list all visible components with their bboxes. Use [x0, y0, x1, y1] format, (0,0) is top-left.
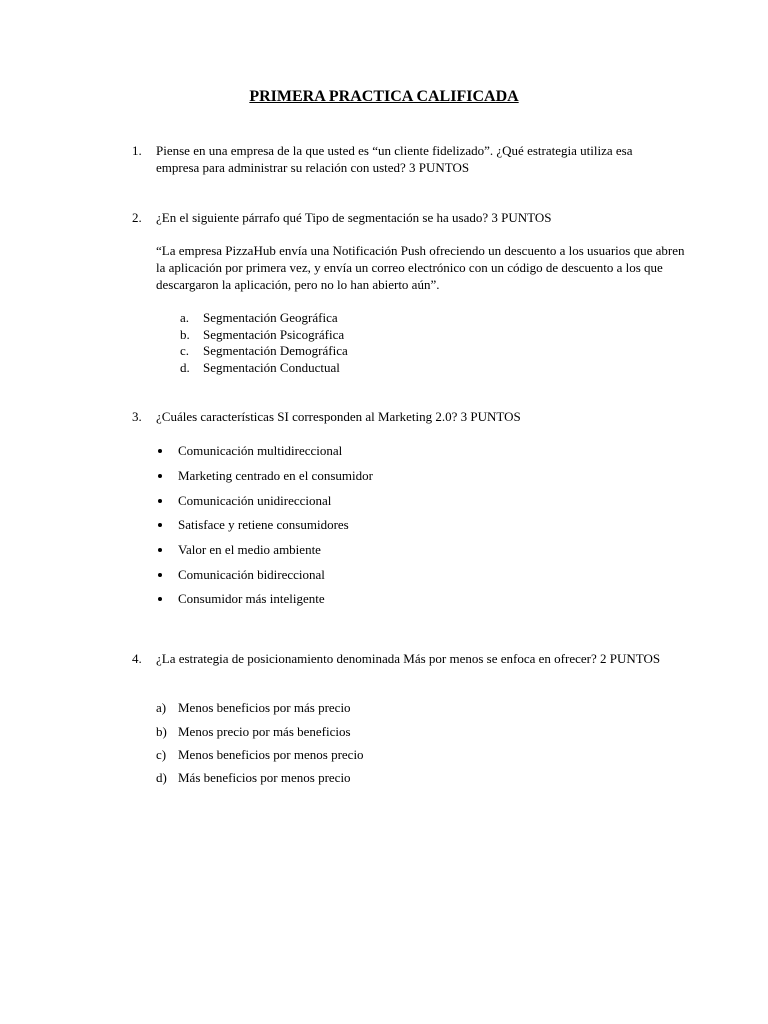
option-marker: a)	[156, 700, 167, 715]
quoted-paragraph: “La empresa PizzaHub envía una Notificación Push ofreciendo un descuento a los usuarios que abren la aplicación por primera vez, y envía un correo electrónico con un código de descuento a los que descargaron la aplicación, pero no lo han abierto aún”.	[156, 243, 685, 292]
question-number: 4.	[132, 651, 142, 666]
option-text: Menos beneficios por más precio	[178, 700, 351, 715]
option-text: Segmentación Psicográfica	[203, 327, 345, 342]
question-number: 3.	[132, 409, 142, 424]
bullet-icon	[158, 597, 162, 601]
bullet-text: Comunicación bidireccional	[178, 567, 325, 582]
bullet-icon	[158, 573, 162, 577]
bullet-text: Marketing centrado en el consumidor	[178, 468, 373, 483]
option-text: Segmentación Conductual	[203, 360, 340, 375]
option-text: Segmentación Demográfica	[203, 343, 348, 358]
question-text: Piense en una empresa de la que usted es “un cliente fidelizado”. ¿Qué estrategia utiliza esa empresa para administrar su relación con usted? 3 PUNTOS	[156, 143, 633, 175]
question-text: ¿En el siguiente párrafo qué Tipo de segmentación se ha usado? 3 PUNTOS	[156, 210, 552, 225]
option-marker: a.	[180, 310, 190, 325]
bullet-icon	[158, 474, 162, 478]
bullet-text: Comunicación multidireccional	[178, 443, 343, 458]
bullet-text: Comunicación unidireccional	[178, 493, 332, 508]
option-marker: c.	[180, 343, 190, 358]
bullet-icon	[158, 449, 162, 453]
question-text: ¿La estrategia de posicionamiento denominada Más por menos se enfoca en ofrecer? 2 PUNTOS	[156, 651, 661, 666]
option-marker: c)	[156, 747, 167, 762]
bullet-text: Consumidor más inteligente	[178, 591, 325, 606]
bullet-icon	[158, 548, 162, 552]
question-number: 2.	[132, 210, 142, 225]
option-marker: d.	[180, 360, 190, 375]
option-text: Segmentación Geográfica	[203, 310, 338, 325]
option-text: Más beneficios por menos precio	[178, 770, 351, 785]
page-title: PRIMERA PRACTICA CALIFICADA	[249, 88, 519, 105]
bullet-text: Valor en el medio ambiente	[178, 542, 321, 557]
bullet-icon	[158, 499, 162, 503]
option-text: Menos precio por más beneficios	[178, 724, 351, 739]
option-marker: d)	[156, 770, 167, 785]
option-marker: b.	[180, 327, 190, 342]
bullet-text: Satisface y retiene consumidores	[178, 517, 349, 532]
question-text: ¿Cuáles características SI corresponden al Marketing 2.0? 3 PUNTOS	[156, 409, 521, 424]
option-marker: b)	[156, 724, 167, 739]
option-text: Menos beneficios por menos precio	[178, 747, 364, 762]
bullet-icon	[158, 523, 162, 527]
question-number: 1.	[132, 143, 142, 158]
